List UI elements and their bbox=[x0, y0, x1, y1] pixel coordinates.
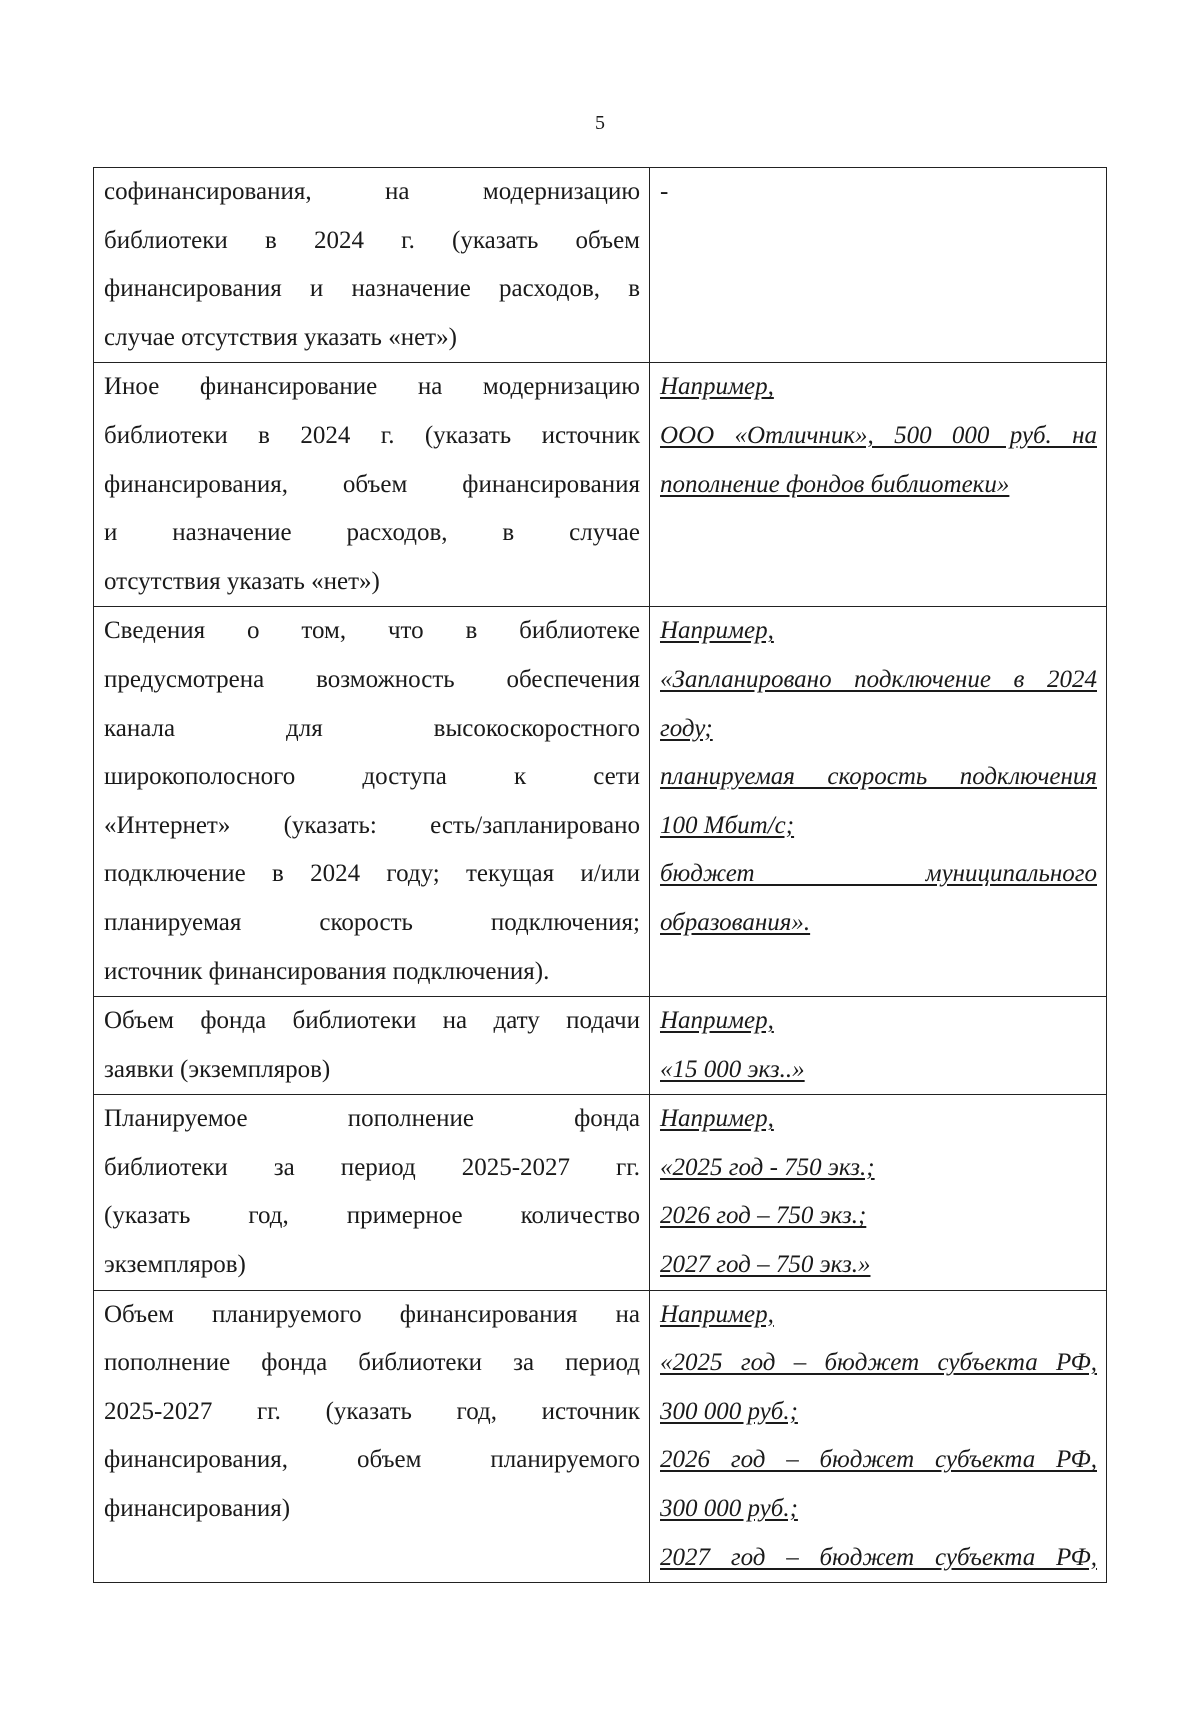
value-cell bbox=[650, 363, 1107, 607]
label-line: Сведения о том, что в библиотеке bbox=[104, 617, 640, 645]
value-dash: - bbox=[660, 178, 669, 205]
label-line: финансирования) bbox=[104, 1495, 291, 1523]
example-line: 2027 год – 750 экз.» bbox=[660, 1251, 871, 1279]
label-line: предусмотрена возможность обеспечения bbox=[104, 665, 640, 693]
table-row bbox=[94, 363, 1107, 607]
label-line: пополнение фонда библиотеки за период bbox=[104, 1349, 640, 1377]
label-cell bbox=[94, 997, 650, 1095]
label-line: Объем планируемого финансирования на bbox=[104, 1300, 640, 1328]
value-cell bbox=[650, 168, 1107, 363]
label-line: библиотеки в 2024 г. (указать источник bbox=[104, 421, 640, 449]
label-line: Объем фонда библиотеки на дату подачи bbox=[104, 1007, 640, 1035]
label-line: Планируемое пополнение фонда bbox=[104, 1105, 640, 1133]
example-line: 300 000 руб.; bbox=[660, 1397, 798, 1425]
label-line: и назначение расходов, в случае bbox=[104, 519, 640, 547]
table-row bbox=[94, 1290, 1107, 1583]
label-line: (указать год, примерное количество bbox=[104, 1202, 640, 1230]
example-line: ООО «Отличник», 500 000 руб. на bbox=[660, 421, 1097, 449]
page-number: 5 bbox=[595, 112, 605, 134]
label-line: источник финансирования подключения). bbox=[104, 957, 550, 985]
example-line: 300 000 руб.; bbox=[660, 1495, 798, 1523]
label-line: Иное финансирование на модернизацию bbox=[104, 373, 640, 401]
example-line: году; bbox=[660, 714, 713, 742]
example-line: «15 000 экз..» bbox=[660, 1055, 805, 1083]
label-line: «Интернет» (указать: есть/запланировано bbox=[104, 811, 640, 839]
label-line: библиотеки в 2024 г. (указать объем bbox=[104, 226, 640, 254]
label-line: канала для высокоскоростного bbox=[104, 714, 640, 742]
label-line: широкополосного доступа к сети bbox=[104, 763, 640, 791]
example-line: Например, bbox=[660, 1105, 774, 1133]
table-row bbox=[94, 997, 1107, 1095]
example-line: 2026 год – 750 экз.; bbox=[660, 1202, 867, 1230]
label-line: финансирования, объем финансирования bbox=[104, 470, 640, 498]
example-line: 2026 год – бюджет субъекта РФ, bbox=[660, 1446, 1097, 1474]
label-cell bbox=[94, 607, 650, 997]
example-line: образования». bbox=[660, 908, 811, 936]
value-cell bbox=[650, 1095, 1107, 1290]
example-line: Например, bbox=[660, 373, 774, 401]
example-line: бюджет муниципального bbox=[660, 860, 1097, 888]
label-line: отсутствия указать «нет») bbox=[104, 567, 380, 595]
example-line: 100 Мбит/с; bbox=[660, 811, 795, 839]
table-row bbox=[94, 168, 1107, 363]
label-line: подключение в 2024 году; текущая и/или bbox=[104, 860, 640, 888]
label-line: планируемая скорость подключения; bbox=[104, 908, 640, 936]
label-cell bbox=[94, 1290, 650, 1583]
example-line: пополнение фондов библиотеки» bbox=[660, 470, 1010, 498]
table-row bbox=[94, 607, 1107, 997]
label-line: случае отсутствия указать «нет») bbox=[104, 323, 457, 351]
label-line: библиотеки за период 2025-2027 гг. bbox=[104, 1153, 640, 1181]
label-line: финансирования, объем планируемого bbox=[104, 1446, 640, 1474]
label-cell bbox=[94, 1095, 650, 1290]
value-cell bbox=[650, 997, 1107, 1095]
table-row bbox=[94, 1095, 1107, 1290]
example-line: Например, bbox=[660, 1007, 774, 1035]
example-line: «Запланировано подключение в 2024 bbox=[660, 665, 1097, 693]
label-line: экземпляров) bbox=[104, 1251, 246, 1279]
label-line: 2025-2027 гг. (указать год, источник bbox=[104, 1397, 640, 1425]
label-cell bbox=[94, 168, 650, 363]
example-line: «2025 год – бюджет субъекта РФ, bbox=[660, 1349, 1097, 1377]
label-line: заявки (экземпляров) bbox=[104, 1055, 331, 1083]
value-cell bbox=[650, 607, 1107, 997]
label-line: софинансирования, на модернизацию bbox=[104, 178, 640, 205]
label-cell bbox=[94, 363, 650, 607]
example-line: Например, bbox=[660, 617, 774, 645]
label-line: финансирования и назначение расходов, в bbox=[104, 275, 640, 303]
example-line: Например, bbox=[660, 1300, 774, 1328]
example-line: 2027 год – бюджет субъекта РФ, bbox=[660, 1543, 1097, 1571]
application-form-table bbox=[93, 167, 1107, 1583]
value-cell bbox=[650, 1290, 1107, 1583]
example-line: «2025 год - 750 экз.; bbox=[660, 1153, 875, 1181]
example-line: планируемая скорость подключения bbox=[660, 763, 1097, 791]
